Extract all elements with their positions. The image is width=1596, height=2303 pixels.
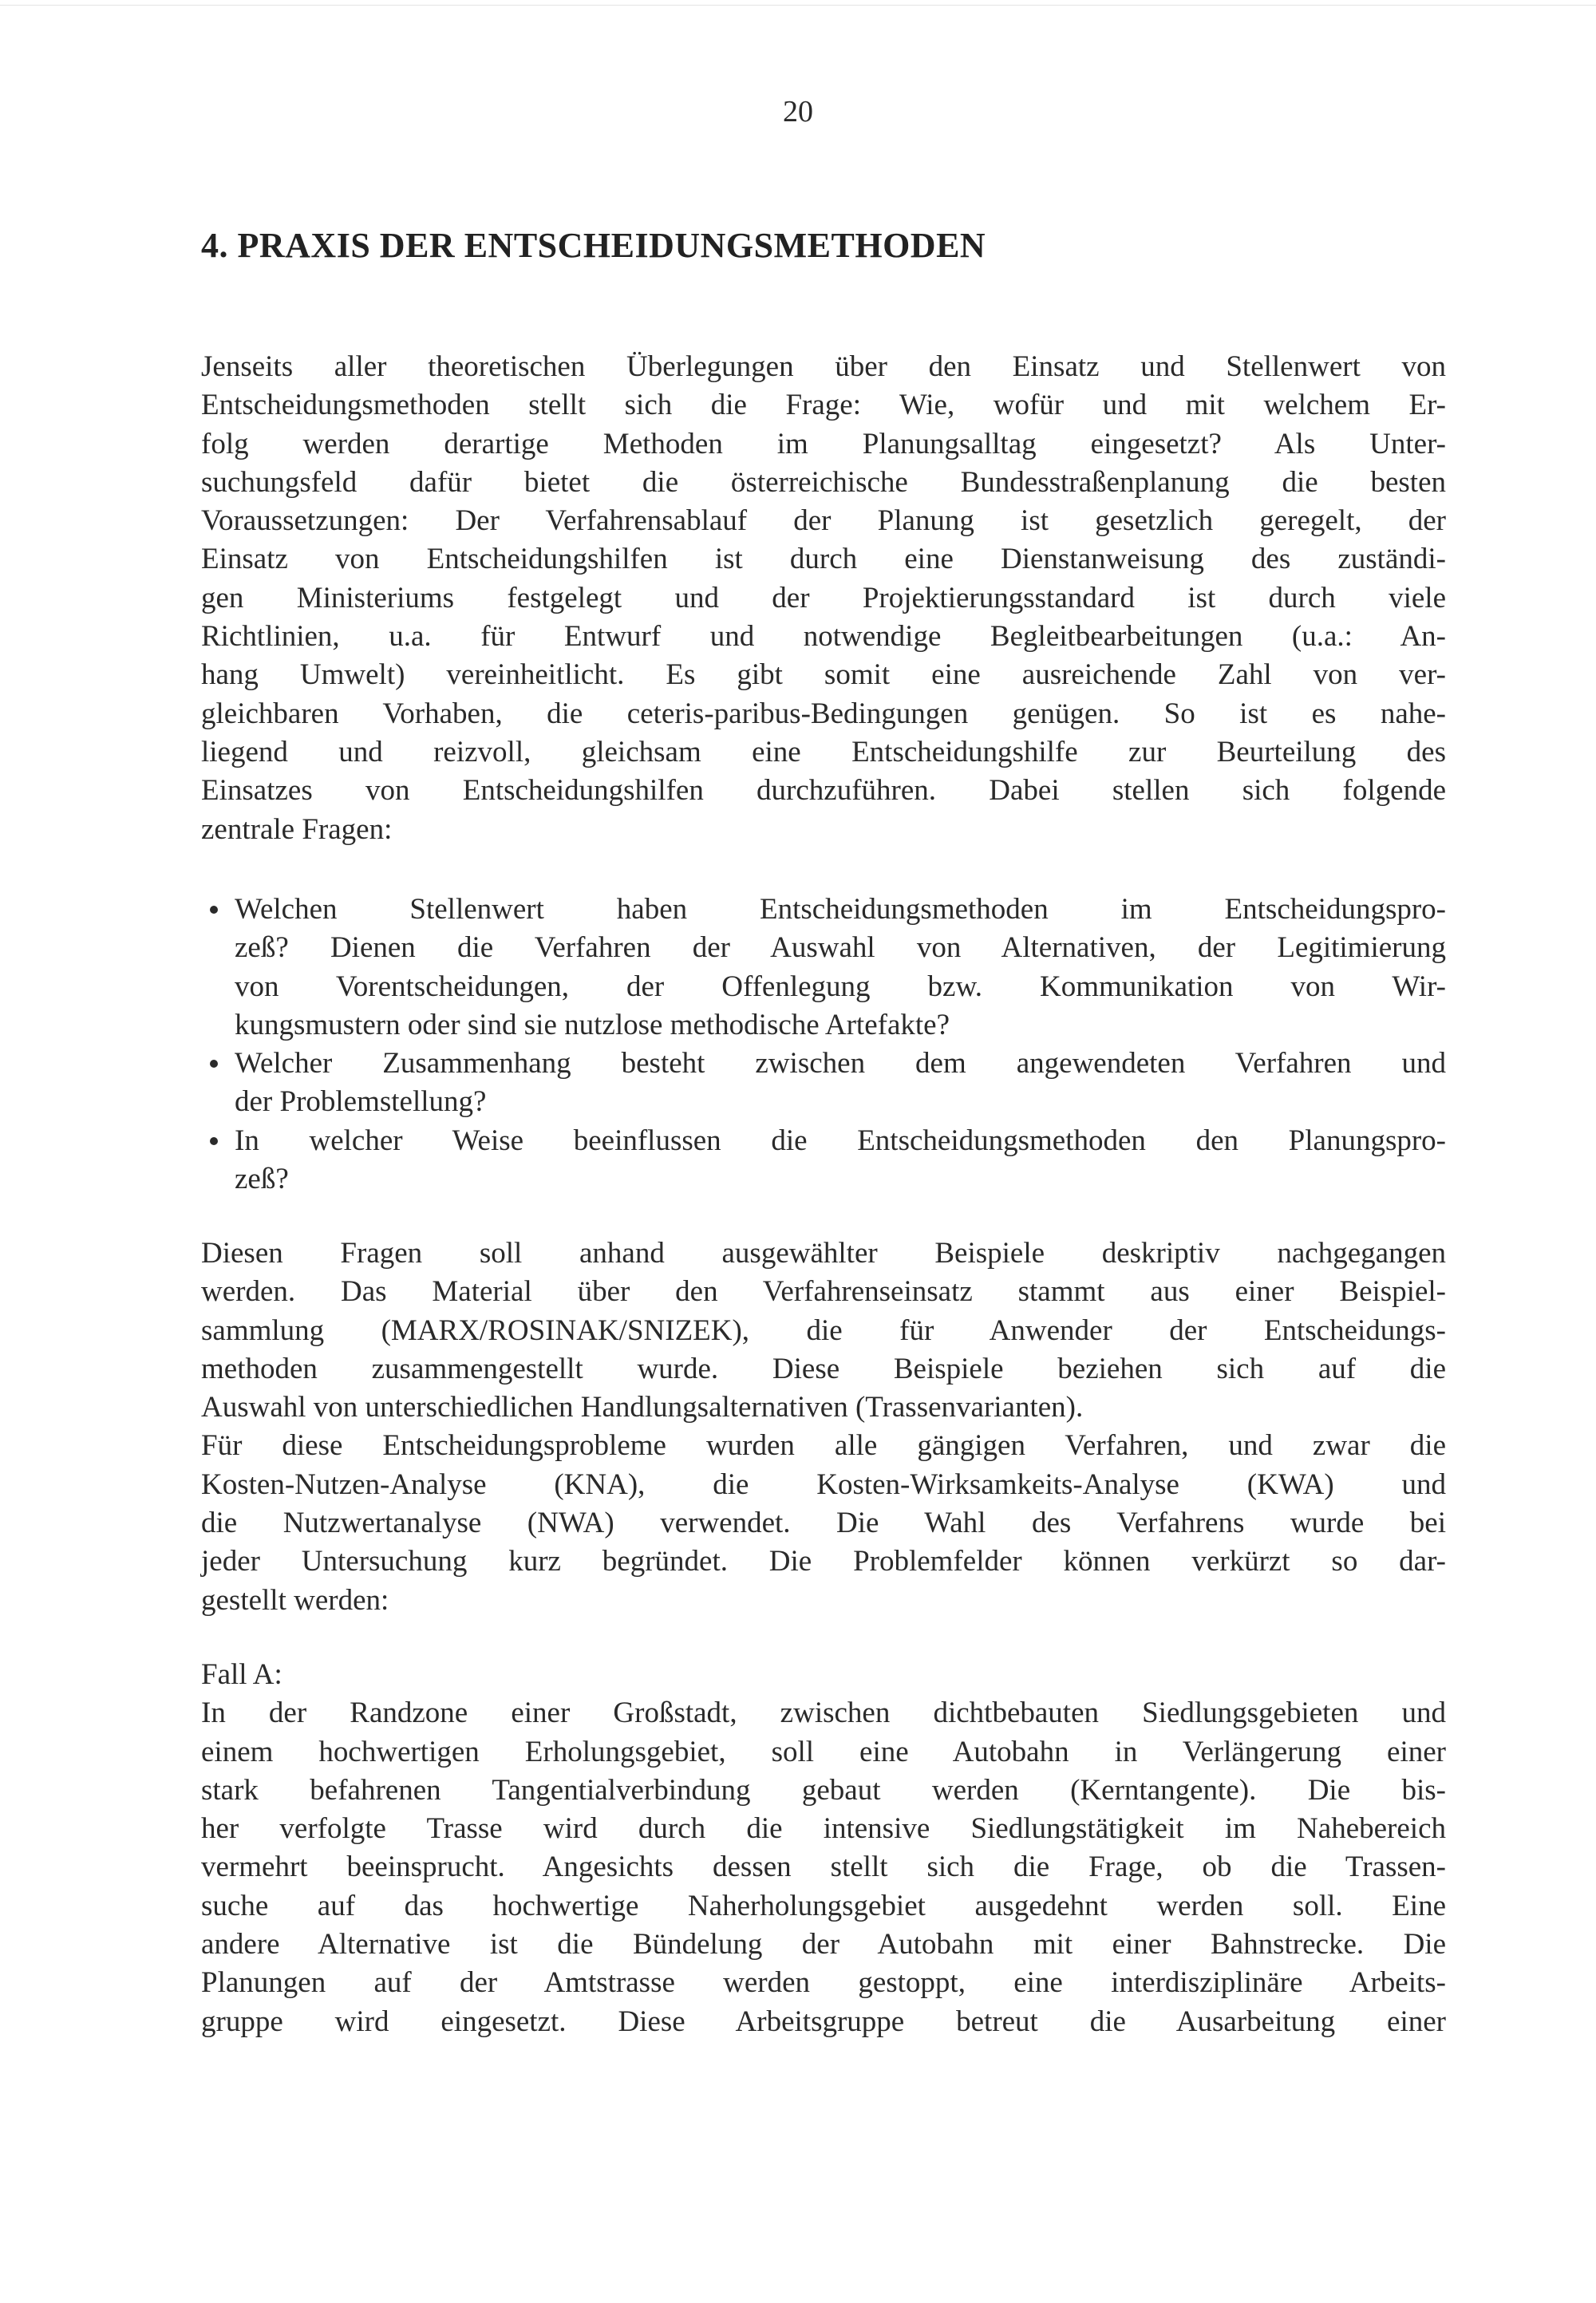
list-item (235, 1045, 1446, 1122)
bullet-icon (210, 906, 218, 914)
text-line: In der Randzone einer Großstadt, zwischen dichtbebauten Siedlungsgebieten und (201, 1697, 1446, 1730)
text-line: stark befahrenen Tangentialverbindung gebaut werden (Kerntangente). Die bis- (201, 1773, 1446, 1807)
text-line: gen Ministeriums festgelegt und der Projektierungsstandard ist durch viele (201, 581, 1446, 614)
text-line: Entscheidungsmethoden stellt sich die Frage: Wie, wofür und mit welchem Er- (201, 389, 1446, 422)
text-line: gestellt werden: (201, 1583, 389, 1617)
text-line: vermehrt beeinsprucht. Angesichts dessen stellt sich die Frage, ob die Trassen- (201, 1851, 1446, 1884)
paragraph-intro (201, 348, 1446, 849)
text-line: jeder Untersuchung kurz begründet. Die Problemfelder können verkürzt so dar- (201, 1545, 1446, 1578)
bullet-icon (210, 1137, 218, 1145)
text-line: Kosten-Nutzen-Analyse (KNA), die Kosten-Wirksamkeits-Analyse (KWA) und (201, 1468, 1446, 1501)
text-line: her verfolgte Trasse wird durch die intensive Siedlungstätigkeit im Nahebereich (201, 1812, 1446, 1846)
chapter-heading: 4. PRAXIS DER ENTSCHEIDUNGSMETHODEN (201, 226, 986, 265)
text-line: liegend und reizvoll, gleichsam eine Entscheidungshilfe zur Beurteilung des (201, 735, 1446, 768)
text-line: zeß? (235, 1163, 289, 1196)
text-line: Diesen Fragen soll anhand ausgewählter Beispiele deskriptiv nachgegangen (201, 1237, 1446, 1270)
text-line: Einsatz von Entscheidungshilfen ist durch eine Dienstanweisung des zuständi- (201, 543, 1446, 576)
text-line: von Vorentscheidungen, der Offenlegung bzw. Kommunikation von Wir- (235, 970, 1446, 1003)
text-line: folg werden derartige Methoden im Planungsalltag eingesetzt? Als Unter- (201, 427, 1446, 460)
text-line: suchungsfeld dafür bietet die österreichische Bundesstraßenplanung die besten (201, 465, 1446, 499)
text-line: Jenseits aller theoretischen Überlegungen über den Einsatz und Stellenwert von (201, 350, 1446, 383)
text-line: der Problemstellung? (235, 1085, 487, 1119)
text-line: die Nutzwertanalyse (NWA) verwendet. Die Wahl des Verfahrens wurde bei (201, 1507, 1446, 1540)
text-line: andere Alternative ist die Bündelung der Autobahn mit einer Bahnstrecke. Die (201, 1928, 1446, 1961)
text-line: Welcher Zusammenhang besteht zwischen dem angewendeten Verfahren und (235, 1047, 1446, 1080)
text-line: hang Umwelt) vereinheitlicht. Es gibt somit eine ausreichende Zahl von ver- (201, 658, 1446, 692)
page-number: 20 (783, 95, 813, 128)
text-line: zeß? Dienen die Verfahren der Auswahl von Alternativen, der Legitimierung (235, 931, 1446, 965)
paragraph-material (201, 1234, 1446, 1620)
text-line: Für diese Entscheidungsprobleme wurden alle gängigen Verfahren, und zwar die (201, 1429, 1446, 1463)
text-line: Fall A: (201, 1658, 282, 1691)
text-line: gruppe wird eingesetzt. Diese Arbeitsgruppe betreut die Ausarbeitung einer (201, 2005, 1446, 2038)
list-item (235, 891, 1446, 1045)
text-line: gleichbaren Vorhaben, die ceteris-paribus-Bedingungen genügen. So ist es nahe- (201, 697, 1446, 730)
text-line: methoden zusammengestellt wurde. Diese Beispiele beziehen sich auf die (201, 1352, 1446, 1385)
list-item (235, 1122, 1446, 1199)
text-line: kungsmustern oder sind sie nutzlose methodische Artefakte? (235, 1008, 950, 1041)
text-line: werden. Das Material über den Verfahrenseinsatz stammt aus einer Beispiel- (201, 1275, 1446, 1309)
text-line: Richtlinien, u.a. für Entwurf und notwendige Begleitbearbeitungen (u.a.: An- (201, 620, 1446, 654)
text-line: suche auf das hochwertige Naherholungsgebiet ausgedehnt werden soll. Eine (201, 1889, 1446, 1922)
text-line: Welchen Stellenwert haben Entscheidungsmethoden im Entscheidungspro- (235, 893, 1446, 926)
paragraph-case-a (201, 1656, 1446, 2041)
scan-edge-line (0, 5, 1596, 6)
question-list (235, 891, 1446, 1199)
text-line: In welcher Weise beeinflussen die Entscheidungsmethoden den Planungspro- (235, 1124, 1446, 1157)
text-line: sammlung (MARX/ROSINAK/SNIZEK), die für Anwender der Entscheidungs- (201, 1313, 1446, 1347)
text-line: zentrale Fragen: (201, 812, 393, 846)
text-line: einem hochwertigen Erholungsgebiet, soll eine Autobahn in Verlängerung einer (201, 1735, 1446, 1768)
text-line: Auswahl von unterschiedlichen Handlungsalternativen (Trassenvarianten). (201, 1391, 1084, 1424)
bullet-icon (210, 1060, 218, 1068)
text-line: Einsatzes von Entscheidungshilfen durchzuführen. Dabei stellen sich folgende (201, 774, 1446, 808)
text-line: Voraussetzungen: Der Verfahrensablauf der Planung ist gesetzlich geregelt, der (201, 504, 1446, 538)
text-line: Planungen auf der Amtstrasse werden gestoppt, eine interdisziplinäre Arbeits- (201, 1966, 1446, 2000)
